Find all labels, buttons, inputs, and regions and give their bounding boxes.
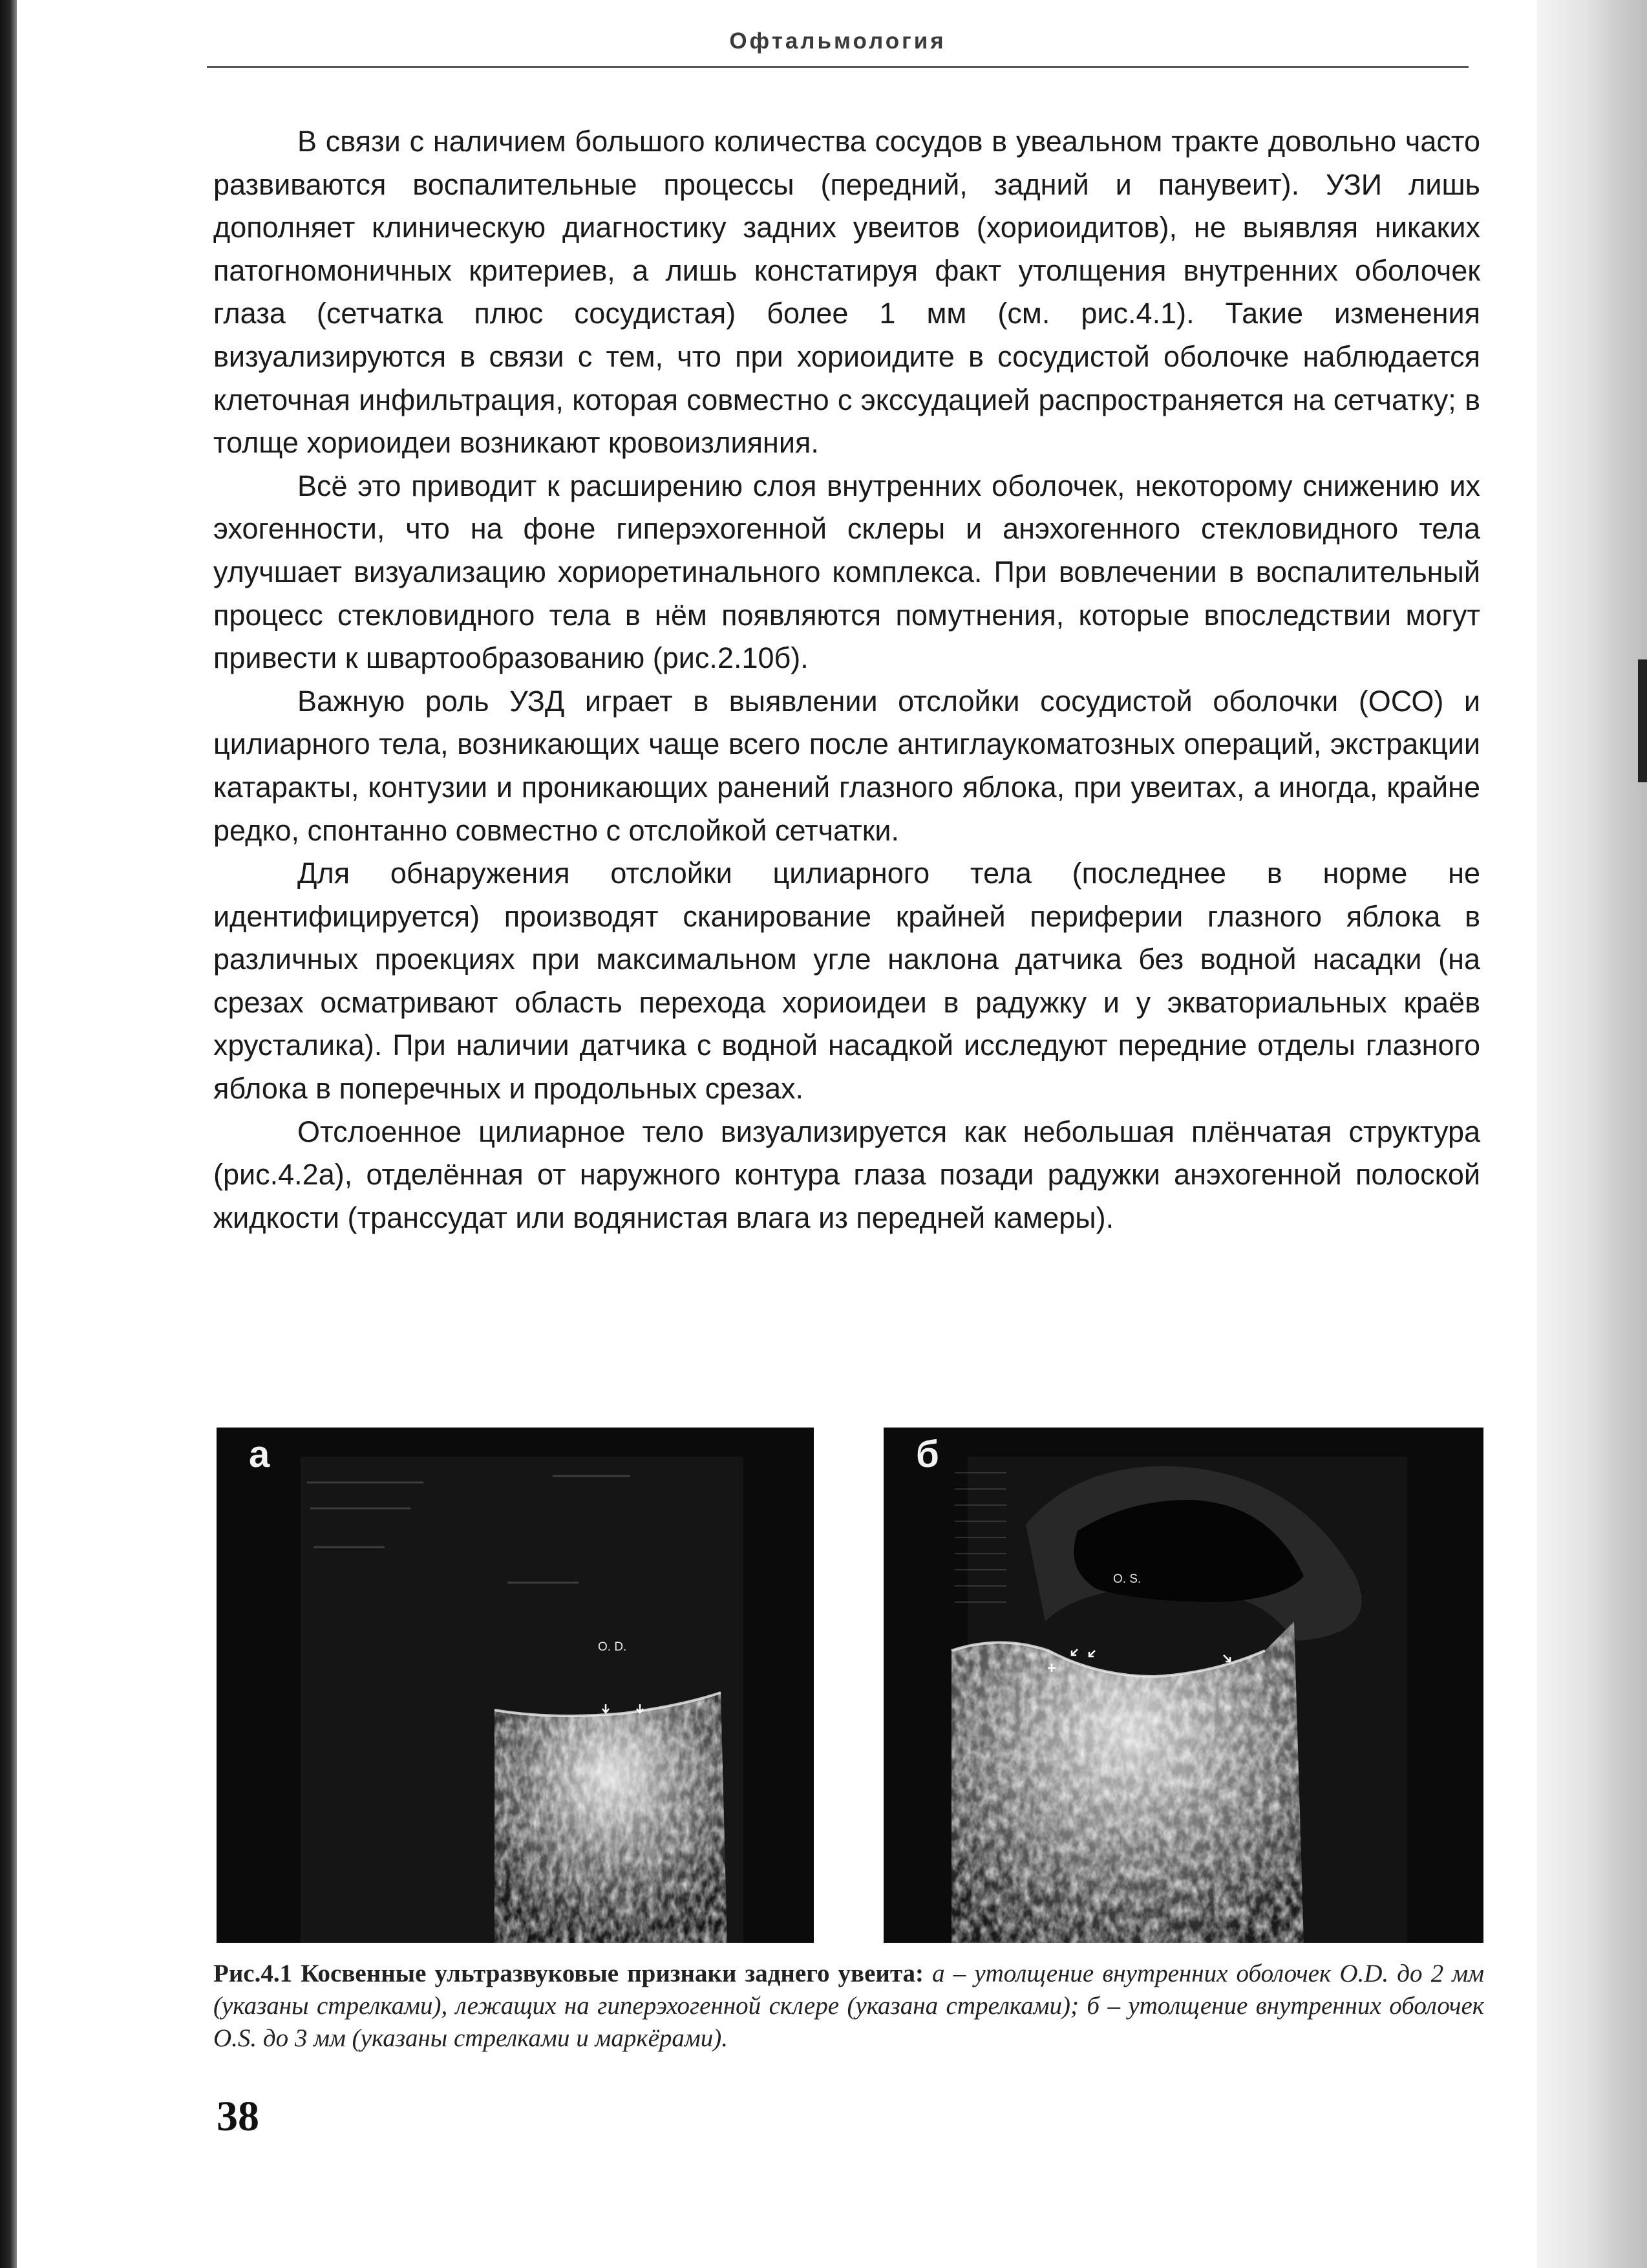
body-text [213,120,1480,1239]
paragraph-4: Для обнаружения отслойки цилиарного тела (последнее в норме не идентифицируется) производят сканирование крайней периферии глазного яблока в различных проекциях при максимальном угле наклона датчика без водной насадки (на срезах осматривают область перехода хориоидеи в радужку и у экваториальных краёв хрусталика). При наличии датчика с водной насадкой исследуют передние отделы глазного яблока в поперечных и продольных срезах. [213,857,1480,1106]
ultrasound-image-a [217,1428,814,1943]
header-rule [207,66,1469,68]
panel-label-b: б [916,1433,939,1475]
running-head: Офтальмология [729,28,946,54]
eye-label-od: O. D. [598,1640,627,1654]
panel-label-a: а [249,1433,270,1475]
ultrasound-figure-b [884,1428,1483,1943]
paragraph-3: Важную роль УЗД играет в выявлении отслойки сосудистой оболочки (ОСО) и цилиарного тела, возникающих чаще всего после антиглаукоматозных операций, экстракции катаракты, контузии и проникающих ранений глазного яблока, при увеитах, а иногда, крайне редко, спонтанно совместно с отслойкой сетчатки. [213,684,1480,847]
page-edge-shadow [1537,0,1647,2268]
caption-head: Рис.4.1 Косвенные ультразвуковые признаки заднего увеита: [213,1960,933,1987]
ultrasound-image-b [884,1428,1483,1943]
eye-label-os: O. S. [1113,1572,1142,1586]
page-number: 38 [217,2093,259,2140]
book-spine-shadow [0,0,17,2268]
paragraph-5: Отслоенное цилиарное тело визуализируется как небольшая плёнчатая структура (рис.4.2а), отделённая от наружного контура глаза позади радужки анэхогенной полоской жидкости (транссудат или водянистая влага из передней камеры). [213,1115,1480,1234]
paragraph-1: В связи с наличием большого количества сосудов в увеальном тракте довольно часто развиваются воспалительные процессы (передний, задний и панувеит). УЗИ лишь дополняет клиническую диагностику задних увеитов (хориоидитов), не выявляя никаких патогномоничных критериев, а лишь констатируя факт утолщения внутренних оболочек глаза (сетчатка плюс сосудистая) более 1 мм (см. рис.4.1). Такие изменения визуализируются в связи с тем, что при хориоидите в сосудистой оболочке наблюдается клеточная инфильтрация, которая совместно с экссудацией распространяется на сетчатку; в толще хориоидеи возникают кровоизлияния. [213,125,1480,460]
ultrasound-figure-a [217,1428,814,1943]
figure-caption [213,1958,1484,2055]
paragraph-2: Всё это приводит к расширению слоя внутренних оболочек, некоторому снижению их эхогенности, что на фоне гиперэхогенной склеры и анэхогенного стекловидного тела улучшает визуализацию хориоретинального комплекса. При вовлечении в воспалительный процесс стекловидного тела в нём появляются помутнения, которые впоследствии могут привести к швартообразованию (рис.2.10б). [213,469,1480,675]
caption-text: а – утолщение внутренних оболочек O.D. до 2 мм (указаны стрелками), лежащих на гиперэхогенной склере (указана стрелками); б – утолщение внутренних оболочек O.S. до 3 мм (указаны стрелками и маркёрами). [213,1960,1484,2052]
